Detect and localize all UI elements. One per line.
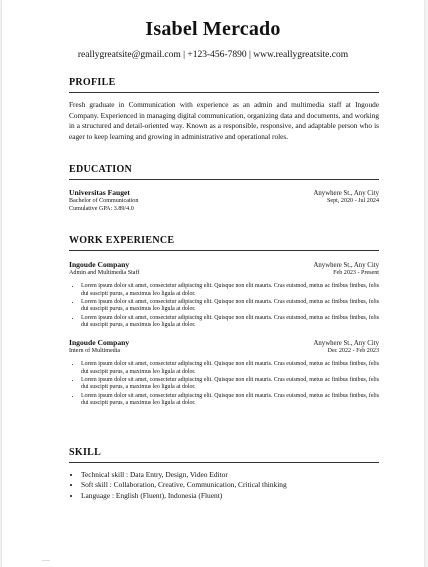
resume-name: Isabel Mercado <box>145 18 281 40</box>
section-title-skill: SKILL <box>69 447 379 463</box>
company-location: Anywhere St., Any City <box>313 339 379 347</box>
job-bullets <box>69 283 379 330</box>
job-entry <box>69 260 379 330</box>
job-bullet: • Lorem ipsum dolor sit amet, consectetur adipiscing elit. Quisque non elit mauris. Cras euismod, metus ac finibus finibus, felis dui suscipit purus, a maximus leo ligula at dolor. <box>81 393 379 408</box>
skill-item: • Language : English (Fluent), Indonesia (Fluent) <box>81 491 379 501</box>
job-bullet: • Lorem ipsum dolor sit amet, consectetur adipiscing elit. Quisque non elit mauris. Cras euismod, metus ac finibus finibus, felis dui suscipit purus, a maximus leo ligula at dolor. <box>81 315 379 330</box>
profile-section <box>69 77 379 142</box>
skill-section <box>69 447 379 501</box>
section-title-education: EDUCATION <box>69 164 379 180</box>
skill-item: • Technical skill : Data Entry, Design, Video Editor <box>81 470 379 480</box>
job-entry <box>69 338 379 408</box>
job-bullets <box>69 361 379 408</box>
school-location: Anywhere St., Any City <box>313 190 379 197</box>
job-bullet: • Lorem ipsum dolor sit amet, consectetur adipiscing elit. Quisque non elit mauris. Cras euismod, metus ac finibus finibus, felis dui suscipit purus, a maximus leo ligula at dolor. <box>81 299 379 314</box>
company-name: Ingoude Company <box>69 337 130 347</box>
skill-list <box>69 470 379 501</box>
job-role: Intern of Multimedia <box>69 347 121 354</box>
degree: Bachelor of Communication <box>69 198 139 204</box>
section-title-profile: PROFILE <box>69 77 379 93</box>
profile-text: Fresh graduate in Communication with experience as an admin and multimedia staff at Ingoude Company. Experienced in managing digital communication, organizing data and documents, and working in a structured and detail-oriented way. Known as a responsible, responsive, and adaptable person who is eager to keep learning and growing in administrative and operational roles. <box>69 100 379 141</box>
resume-page <box>2 0 424 567</box>
page-divider <box>42 560 50 561</box>
education-dates: Sept, 2020 - Jul 2024 <box>327 198 379 204</box>
job-role: Admin and Multimedia Staff <box>69 270 140 276</box>
company-name: Ingoude Company <box>69 260 130 269</box>
school-name: Universitas Fauget <box>69 188 130 197</box>
education-section <box>69 164 379 213</box>
company-location: Anywhere St., Any City <box>313 262 379 269</box>
education-entry <box>69 188 379 213</box>
job-dates: Feb 2023 - Present <box>333 270 379 276</box>
job-bullet: • Lorem ipsum dolor sit amet, consectetur adipiscing elit. Quisque non elit mauris. Cras euismod, metus ac finibus finibus, felis dui suscipit purus, a maximus leo ligula at dolor. <box>81 283 379 298</box>
job-dates: Dec 2022 - Feb 2023 <box>327 347 379 354</box>
section-title-work: WORK EXPERIENCE <box>69 235 379 251</box>
job-bullet: • Lorem ipsum dolor sit amet, consectetur adipiscing elit. Quisque non elit mauris. Cras euismod, metus ac finibus finibus, felis dui suscipit purus, a maximus leo ligula at dolor. <box>81 361 379 376</box>
work-section <box>69 235 379 408</box>
gpa: Cumulative GPA: 3.89/4.0 <box>69 206 134 213</box>
job-bullet: • Lorem ipsum dolor sit amet, consectetur adipiscing elit. Quisque non elit mauris. Cras euismod, metus ac finibus finibus, felis dui suscipit purus, a maximus leo ligula at dolor. <box>81 377 379 392</box>
skill-item: • Soft skill : Collaboration, Creative, Communication, Critical thinking <box>81 480 379 490</box>
contact-line: reallygreatsite@gmail.com | +123-456-7890 | www.reallygreatsite.com <box>77 50 349 60</box>
